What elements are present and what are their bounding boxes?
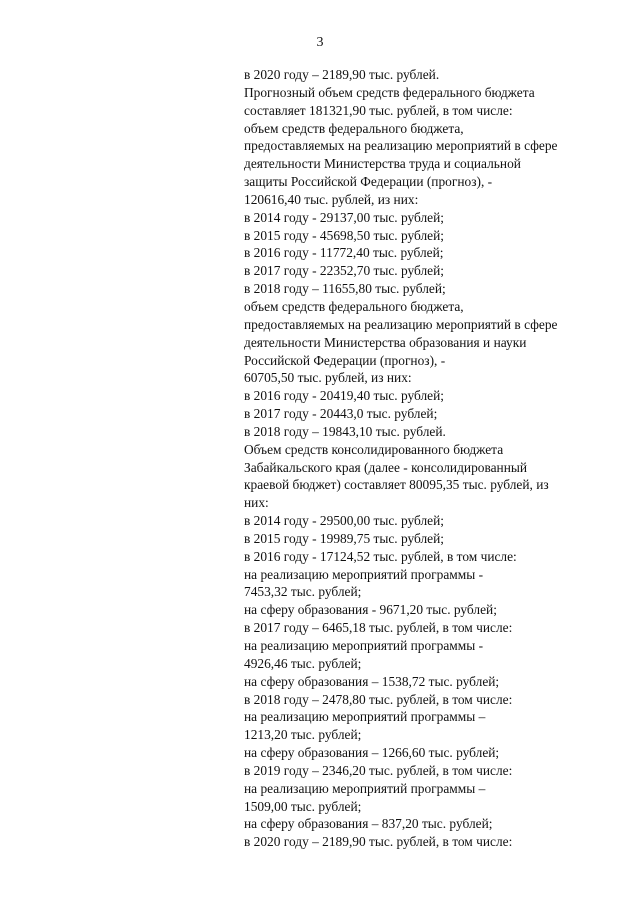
text-line: в 2020 году – 2189,90 тыс. рублей. [244, 67, 440, 82]
text-line: 60705,50 тыс. рублей, из них: [244, 370, 412, 386]
text-line: в 2019 году – 2346,20 тыс. рублей, в том числе: [244, 762, 513, 778]
text-line: на сферу образования - 9671,20 тыс. рублей; [244, 602, 497, 618]
text-line: составляет 181321,90 тыс. рублей, в том числе: [244, 102, 513, 118]
text-line: деятельности Министерства образования и науки [244, 334, 527, 350]
text-line: предоставляемых на реализацию мероприятий в сфере [244, 138, 558, 154]
text-line: в 2018 году – 19843,10 тыс. рублей. [244, 423, 446, 439]
text-line: них: [244, 495, 269, 511]
text-line: в 2015 году - 45698,50 тыс. рублей; [244, 227, 445, 243]
text-line: 1213,20 тыс. рублей; [244, 727, 362, 743]
text-line: в 2016 году - 20419,40 тыс. рублей; [244, 388, 445, 404]
text-line: на сферу образования – 837,20 тыс. рублей; [244, 816, 493, 832]
text-line: 7453,32 тыс. рублей; [244, 584, 362, 600]
text-line: 120616,40 тыс. рублей, из них: [244, 191, 419, 207]
text-line: на реализацию мероприятий программы – [244, 709, 486, 725]
text-line: в 2018 году – 2478,80 тыс. рублей, в том числе: [244, 691, 513, 707]
text-line: 1509,00 тыс. рублей; [244, 798, 362, 814]
text-line: Прогнозный объем средств федерального бюджета [244, 84, 535, 100]
text-line: защиты Российской Федерации (прогноз), - [244, 174, 493, 190]
text-line: на сферу образования – 1538,72 тыс. рублей; [244, 673, 500, 689]
text-line: в 2015 году - 19989,75 тыс. рублей; [244, 530, 445, 546]
text-line: на реализацию мероприятий программы - [244, 638, 484, 653]
text-line: на сферу образования – 1266,60 тыс. рублей; [244, 745, 500, 761]
text-line: в 2017 году – 6465,18 тыс. рублей, в том числе: [244, 620, 513, 636]
text-line: на реализацию мероприятий программы - [244, 566, 484, 582]
text-line: объем средств федерального бюджета, [244, 298, 464, 314]
text-line: объем средств федерального бюджета, [244, 120, 464, 136]
text-line: в 2017 году - 22352,70 тыс. рублей; [244, 263, 445, 279]
text-line: в 2017 году - 20443,0 тыс. рублей; [244, 406, 438, 422]
text-line: деятельности Министерства труда и социальной [244, 156, 521, 172]
text-line: в 2014 году - 29137,00 тыс. рублей; [244, 209, 445, 225]
text-line: краевой бюджет) составляет 80095,35 тыс. рублей, из [244, 477, 549, 493]
text-line: в 2020 году – 2189,90 тыс. рублей, в том числе: [244, 834, 513, 850]
text-line: Забайкальского края (далее - консолидированный [244, 459, 528, 475]
text-line: 4926,46 тыс. рублей; [244, 655, 362, 671]
page-number: 3 [316, 35, 324, 50]
text-line: в 2014 году - 29500,00 тыс. рублей; [244, 513, 445, 529]
text-line: предоставляемых на реализацию мероприятий в сфере [244, 316, 558, 332]
text-line: на реализацию мероприятий программы – [244, 780, 486, 796]
text-line: в 2016 году - 17124,52 тыс. рублей, в том числе: [244, 548, 517, 564]
text-line: Объем средств консолидированного бюджета [244, 441, 504, 457]
document-body [244, 66, 624, 851]
text-line: Российской Федерации (прогноз), - [244, 352, 446, 368]
text-line: в 2016 году - 11772,40 тыс. рублей; [244, 245, 444, 261]
text-line: в 2018 году – 11655,80 тыс. рублей; [244, 281, 446, 297]
